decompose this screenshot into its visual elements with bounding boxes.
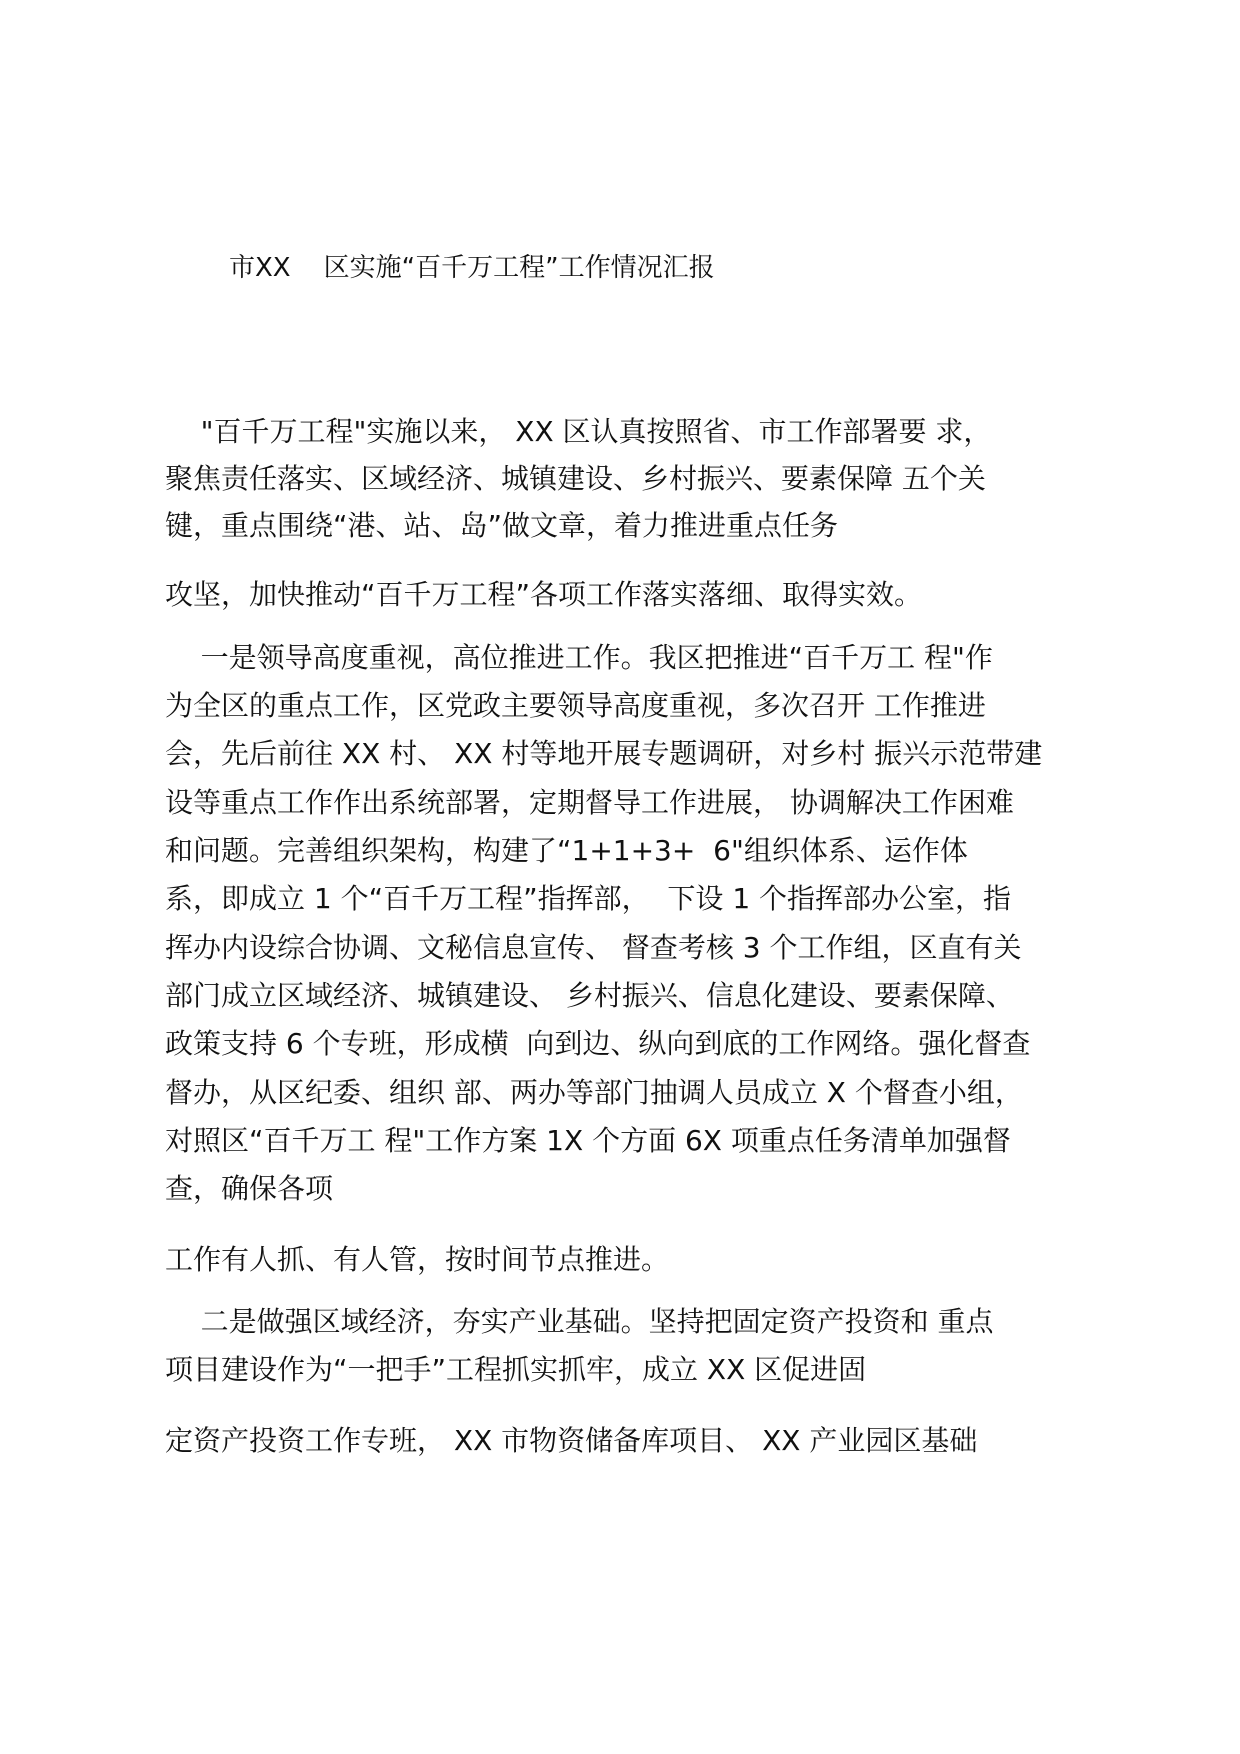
paragraph-line: 挥办内设综合协调、文秘信息宣传、 督查考核 3 个工作组，区直有关 bbox=[165, 931, 1022, 964]
paragraph-line: 项目建设作为“一把手”工程抓实抓牢，成立 XX 区促进固 bbox=[165, 1353, 867, 1386]
paragraph-line: 对照区“百千万工 程"工作方案 1X 个方面 6X 项重点任务清单加强督 bbox=[165, 1124, 1011, 1157]
paragraph-line: 为全区的重点工作，区党政主要领导高度重视，多次召开 工作推进 bbox=[165, 689, 986, 722]
paragraph-line: 攻坚，加快推动“百千万工程”各项工作落实落细、取得实效。 bbox=[165, 578, 923, 611]
paragraph-line: 二是做强区域经济，夯实产业基础。坚持把固定资产投资和 重点 bbox=[165, 1305, 994, 1338]
paragraph-line: 查，确保各项 bbox=[165, 1172, 334, 1205]
paragraph-line: 聚焦责任落实、区域经济、城镇建设、乡村振兴、要素保障 五个关 bbox=[165, 462, 986, 495]
paragraph-line: 工作有人抓、有人管，按时间节点推进。 bbox=[165, 1243, 670, 1276]
paragraph-line: 会，先后前往 XX 村、 XX 村等地开展专题调研，对乡村 振兴示范带建 bbox=[165, 737, 1043, 770]
paragraph-line: 定资产投资工作专班， XX 市物资储备库项目、 XX 产业园区基础 bbox=[165, 1424, 978, 1457]
paragraph-line: 键，重点围绕“港、站、岛”做文章，着力推进重点任务 bbox=[165, 509, 839, 542]
paragraph-line: 一是领导高度重视，高位推进工作。我区把推进“百千万工 程"作 bbox=[165, 641, 993, 674]
paragraph-line: "百千万工程"实施以来， XX 区认真按照省、市工作部署要 求， bbox=[165, 415, 992, 448]
document-title: 市XX 区实施“百千万工程”工作情况汇报 bbox=[229, 253, 715, 283]
paragraph-line: 部门成立区域经济、城镇建设、 乡村振兴、信息化建设、要素保障、 bbox=[165, 979, 1014, 1012]
paragraph-line: 设等重点工作作出系统部署，定期督导工作进展， 协调解决工作困难 bbox=[165, 786, 1014, 819]
paragraph-line: 督办，从区纪委、组织 部、两办等部门抽调人员成立 X 个督查小组， bbox=[165, 1076, 1023, 1109]
paragraph-line: 和问题。完善组织架构，构建了“1+1+3+ 6"组织体系、运作体 bbox=[165, 834, 968, 867]
paragraph-line: 系，即成立 1 个“百千万工程”指挥部， 下设 1 个指挥部办公室，指 bbox=[165, 882, 1012, 915]
paragraph-line: 政策支持 6 个专班，形成横 向到边、纵向到底的工作网络。强化督查 bbox=[165, 1027, 1031, 1060]
